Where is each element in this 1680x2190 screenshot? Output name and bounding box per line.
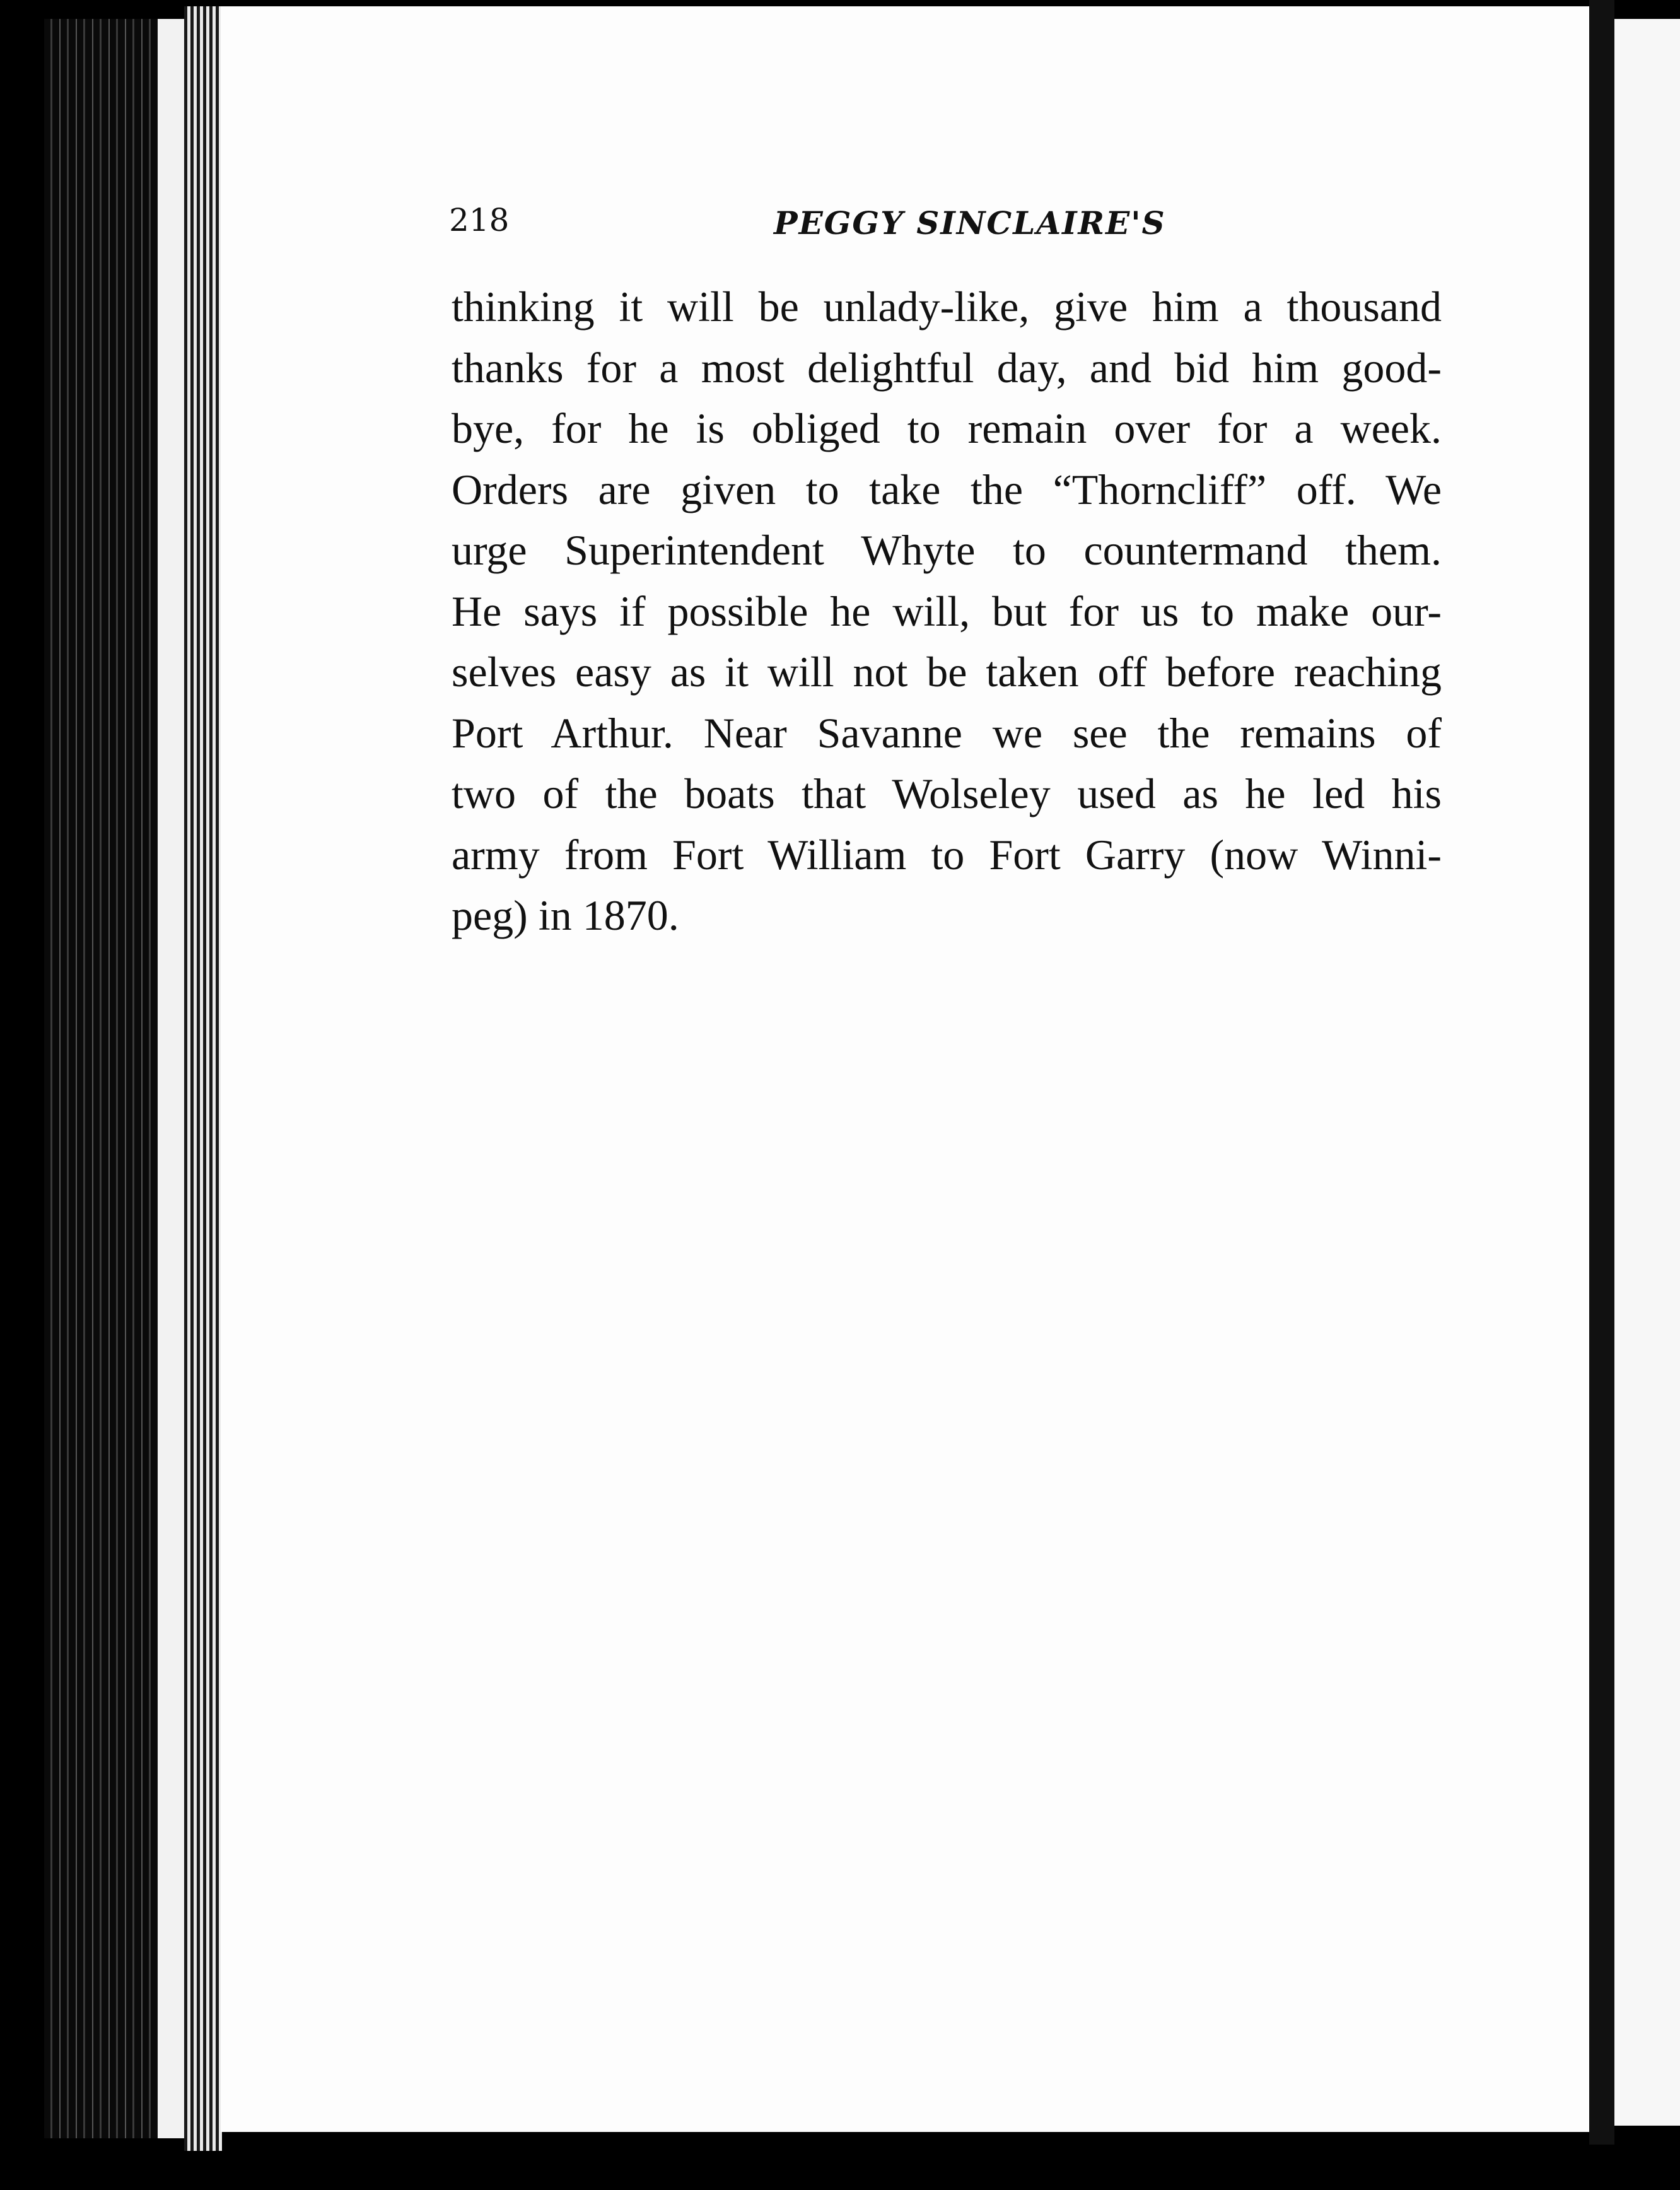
text-line: Orders are given to take the “Thorncliff” off. We — [452, 465, 1442, 513]
text-line: two of the boats that Wolseley used as he led his — [452, 770, 1442, 817]
text-line: Port Arthur. Near Savanne we see the remains of — [452, 708, 1442, 757]
page-header — [449, 196, 1439, 252]
text-line: selves easy as it will not be taken off before reaching — [452, 648, 1442, 696]
body-paragraph — [452, 276, 1442, 946]
text-line: thanks for a most delightful day, and bid him good- — [452, 343, 1442, 392]
text-line: thinking it will be unlady-like, give him a thousand — [452, 283, 1442, 331]
binding-gutter — [184, 6, 222, 2151]
page-number: 218 — [449, 202, 510, 238]
text-line: army from Fort William to Fort Garry (now Winni- — [452, 830, 1442, 879]
text-line: He says if possible he will, but for us to make our- — [452, 587, 1442, 635]
right-binding-shadow — [1589, 0, 1614, 2145]
text-line: urge Superintendent Whyte to countermand them. — [452, 526, 1442, 574]
facing-page-edge — [1614, 19, 1680, 2126]
running-head: PEGGY SINCLAIRE'S — [774, 204, 1166, 242]
text-line: peg) in 1870. — [452, 891, 679, 939]
text-line: bye, for he is obliged to remain over for a week. — [452, 404, 1442, 452]
page-edges — [44, 19, 170, 2138]
